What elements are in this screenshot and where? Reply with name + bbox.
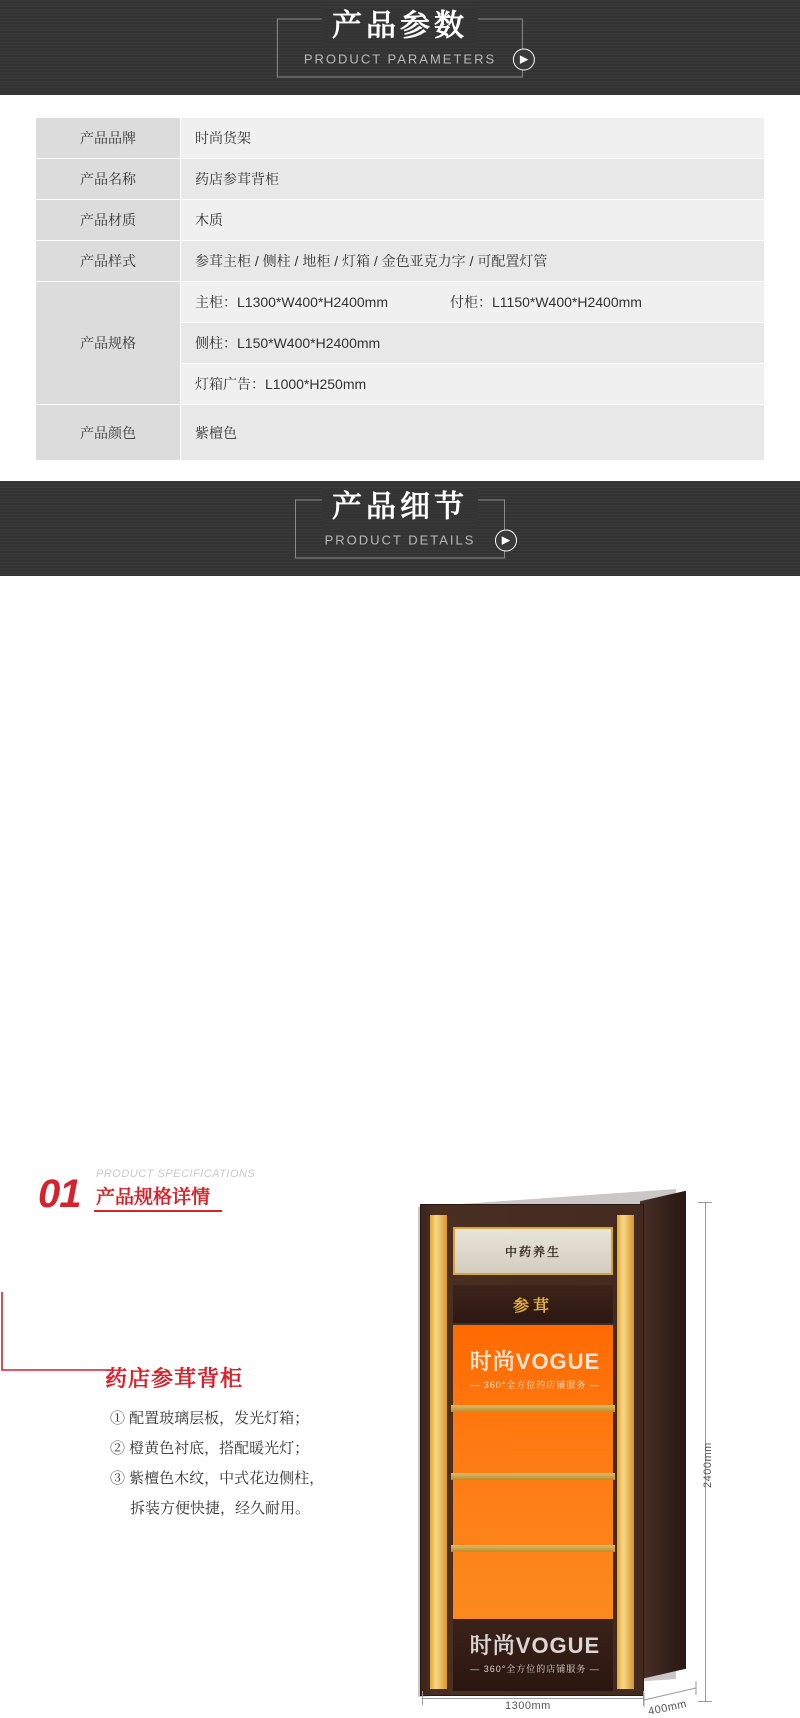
cabinet-interior [453, 1325, 613, 1619]
cabinet-shelf [451, 1473, 615, 1480]
table-row [36, 159, 765, 200]
banner-subtitle: PRODUCT DETAILS [324, 532, 476, 547]
dim-tick-top [698, 1202, 712, 1203]
cabinet-front [420, 1204, 644, 1696]
row-value: 木质 [181, 200, 765, 241]
watermark-sub-text: — 360°全方位的店铺服务 — [470, 1664, 600, 1674]
dim-label-height: 2400mm [702, 1442, 714, 1488]
row-value: 参茸主柜 / 侧柱 / 地柜 / 灯箱 / 金色亚克力字 / 可配置灯管 [181, 241, 765, 282]
dim-tick-left [422, 1691, 423, 1705]
gold-pillar-left [430, 1215, 447, 1689]
gold-pillar-right [617, 1215, 634, 1689]
section-underline [94, 1210, 222, 1212]
row-label: 产品样式 [36, 241, 181, 282]
section-cn-label: 产品规格详情 [96, 1187, 211, 1208]
sign-text: 参茸 [512, 1297, 553, 1315]
size-lightbox: 灯箱广告：L1000*H250mm [195, 376, 367, 392]
table-row [36, 241, 765, 282]
row-value-size-2 [181, 323, 765, 364]
table-row [36, 200, 765, 241]
banner-product-details [0, 481, 800, 576]
row-value-size-3 [181, 364, 765, 405]
row-label: 产品品牌 [36, 118, 181, 159]
bullet-item: ③ 紫檀色木纹，中式花边侧柱， [110, 1470, 325, 1487]
banner-title: 产品细节 [322, 488, 478, 526]
arrow-right-icon: ▶ [513, 48, 535, 70]
bullet-item: ② 橙黄色衬底，搭配暖光灯； [110, 1440, 310, 1457]
row-label: 产品材质 [36, 200, 181, 241]
row-value: 药店参茸背柜 [181, 159, 765, 200]
banner-box [295, 490, 511, 558]
bullet-item: 拆装方便快捷，经久耐用。 [130, 1500, 311, 1517]
cabinet-sign-band [453, 1285, 613, 1323]
row-value-size-1 [181, 282, 765, 323]
product-photo [400, 1188, 760, 1718]
row-value: 时尚货架 [181, 118, 765, 159]
dim-label-width: 1300mm [505, 1700, 551, 1712]
watermark-main-text: 时尚VOGUE [469, 1349, 601, 1374]
banner-product-parameters [0, 0, 800, 95]
banner-box [277, 9, 529, 77]
cabinet-shelf [451, 1405, 615, 1412]
cabinet-shelf [451, 1545, 615, 1552]
watermark-main-text: 时尚VOGUE [469, 1633, 601, 1658]
row-label-color: 产品颜色 [36, 405, 181, 461]
size-side: 侧柱：L150*W400*H2400mm [195, 335, 381, 351]
leader-line [0, 1290, 115, 1382]
banner-inner [295, 490, 511, 558]
section-number: 01 [38, 1172, 81, 1216]
banner-title: 产品参数 [322, 7, 478, 45]
cabinet-base [453, 1619, 613, 1691]
product-bullets [110, 1404, 324, 1524]
spec-table-section [0, 95, 800, 481]
dim-line-width [422, 1698, 644, 1699]
lightbox-text: 中药养生 [504, 1244, 561, 1259]
arrow-right-icon: ▶ [495, 529, 517, 551]
banner-inner [277, 9, 529, 77]
table-row-color [36, 405, 765, 461]
banner-subtitle: PRODUCT PARAMETERS [303, 51, 497, 66]
row-label: 产品名称 [36, 159, 181, 200]
table-row [36, 118, 765, 159]
bullet-item: ① 配置玻璃层板，发光灯箱； [110, 1410, 310, 1427]
spec-table [35, 117, 765, 461]
row-label-size: 产品规格 [36, 282, 181, 405]
size-sub: 付柜：L1150*W400*H2400mm [450, 294, 642, 310]
watermark-sub-text: — 360°全方位的店铺服务 — [470, 1380, 600, 1390]
cabinet-lightbox [453, 1227, 613, 1275]
product-title: 药店参茸背柜 [105, 1366, 244, 1391]
cabinet-side-panel [640, 1191, 686, 1680]
table-row-size [36, 282, 765, 323]
product-detail-section [0, 576, 800, 1718]
dim-label-depth: 400mm [647, 1698, 689, 1718]
row-value-color: 紫檀色 [181, 405, 765, 461]
section-eng-label: PRODUCT SPECIFICATIONS [96, 1168, 256, 1180]
size-main: 主柜：L1300*W400*H2400mm [195, 294, 388, 310]
